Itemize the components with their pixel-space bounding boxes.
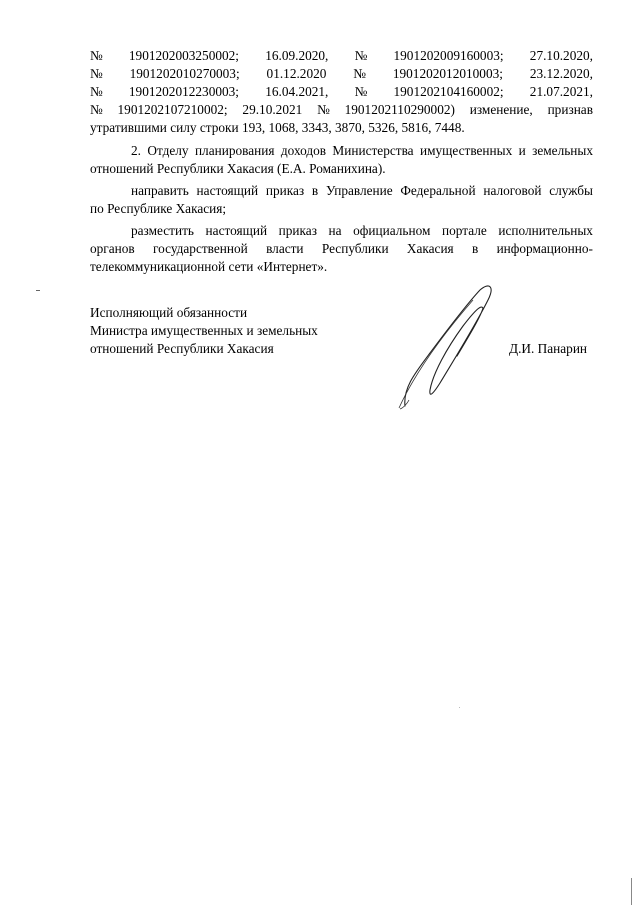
signer-name: Д.И. Панарин [509, 341, 588, 356]
text-word: направить [131, 183, 189, 198]
paragraph-4-line-2 [90, 240, 593, 258]
number-sign: № [90, 102, 103, 117]
text-word: 2. [131, 143, 141, 158]
position-line: отношений Республики Хакасия [90, 341, 274, 356]
registry-number: 1901202003250002; [128, 48, 239, 63]
text-word: официальном [353, 223, 431, 238]
text-word: приказ [265, 183, 305, 198]
text-word: Отделу [147, 143, 189, 158]
handwritten-signature [385, 278, 495, 413]
registry-date: 16.09.2020, [265, 48, 329, 63]
registry-line [90, 47, 593, 65]
registry-date: 23.12.2020, [529, 66, 593, 81]
paragraph-1-end: утратившими силу строки 193, 1068, 3343, 3870, 5326, 5816, 7448. [90, 120, 465, 135]
registry-line [90, 65, 593, 83]
text-word: в [311, 183, 319, 198]
text-word: Федеральной [400, 183, 476, 198]
paragraph-2-line-1 [131, 142, 593, 160]
registry-date: 01.12.2020 [266, 66, 327, 81]
registry-line [90, 83, 593, 101]
registry-number: 1901202009160003; [393, 48, 504, 63]
registry-number: 1901202107210002; [117, 102, 228, 117]
text-word: имущественных [419, 143, 513, 158]
text-word: на [328, 223, 342, 238]
text-word: настоящий [205, 223, 268, 238]
text-word: власти [266, 241, 304, 256]
registry-number: 1901202110290002) [344, 102, 455, 117]
registry-line-last [90, 101, 593, 119]
registry-number: 1901202012230003; [128, 84, 239, 99]
number-sign: № [354, 84, 368, 99]
text-word: налоговой [483, 183, 542, 198]
paragraph-3-line-1 [131, 182, 593, 200]
paragraph-4-line-1 [131, 222, 593, 240]
registry-date: 29.10.2021 [242, 102, 303, 117]
text-word: разместить [131, 223, 194, 238]
text-word: в [471, 241, 479, 256]
scan-mark [36, 290, 40, 291]
registry-number: 1901202012010003; [392, 66, 503, 81]
text-word: Министерства [332, 143, 414, 158]
text-word: Республики [321, 241, 389, 256]
text-word: планирования [194, 143, 275, 158]
text-word: службы [549, 183, 593, 198]
number-sign: № [90, 48, 103, 63]
text-word: и [518, 143, 526, 158]
text-word: портале [442, 223, 487, 238]
scan-speck [459, 707, 460, 708]
text-word: приказ [278, 223, 317, 238]
text-word: земельных [532, 143, 593, 158]
scan-edge-mark [631, 878, 632, 905]
number-sign: № [90, 66, 103, 81]
text-word: изменение, [469, 102, 533, 117]
registry-number: 1901202104160002; [393, 84, 504, 99]
registry-date: 16.04.2021, [265, 84, 329, 99]
paragraph-3-line-2: по Республике Хакасия; [90, 201, 227, 216]
number-sign: № [354, 48, 368, 63]
position-line: Министра имущественных и земельных [90, 323, 318, 338]
text-word: органов [90, 241, 135, 256]
paragraph-2-line-2: отношений Республики Хакасия (Е.А. Романихина). [90, 161, 386, 176]
registry-date: 27.10.2020, [529, 48, 593, 63]
number-sign: № [353, 66, 366, 81]
text-word: исполнительных [498, 223, 593, 238]
signatory-position [90, 304, 318, 358]
text-word: государственной [153, 241, 248, 256]
registry-date: 21.07.2021, [529, 84, 593, 99]
registry-number: 1901202010270003; [129, 66, 240, 81]
text-word: признав [547, 102, 593, 117]
paragraph-4-line-3: телекоммуникационной сети «Интернет». [90, 259, 328, 274]
text-word: Управление [325, 183, 393, 198]
text-word: Хакасия [406, 241, 454, 256]
number-sign: № [317, 102, 330, 117]
text-word: настоящий [196, 183, 259, 198]
text-word: доходов [280, 143, 327, 158]
position-line: Исполняющий обязанности [90, 305, 248, 320]
number-sign: № [90, 84, 103, 99]
text-word: информационно- [496, 241, 593, 256]
